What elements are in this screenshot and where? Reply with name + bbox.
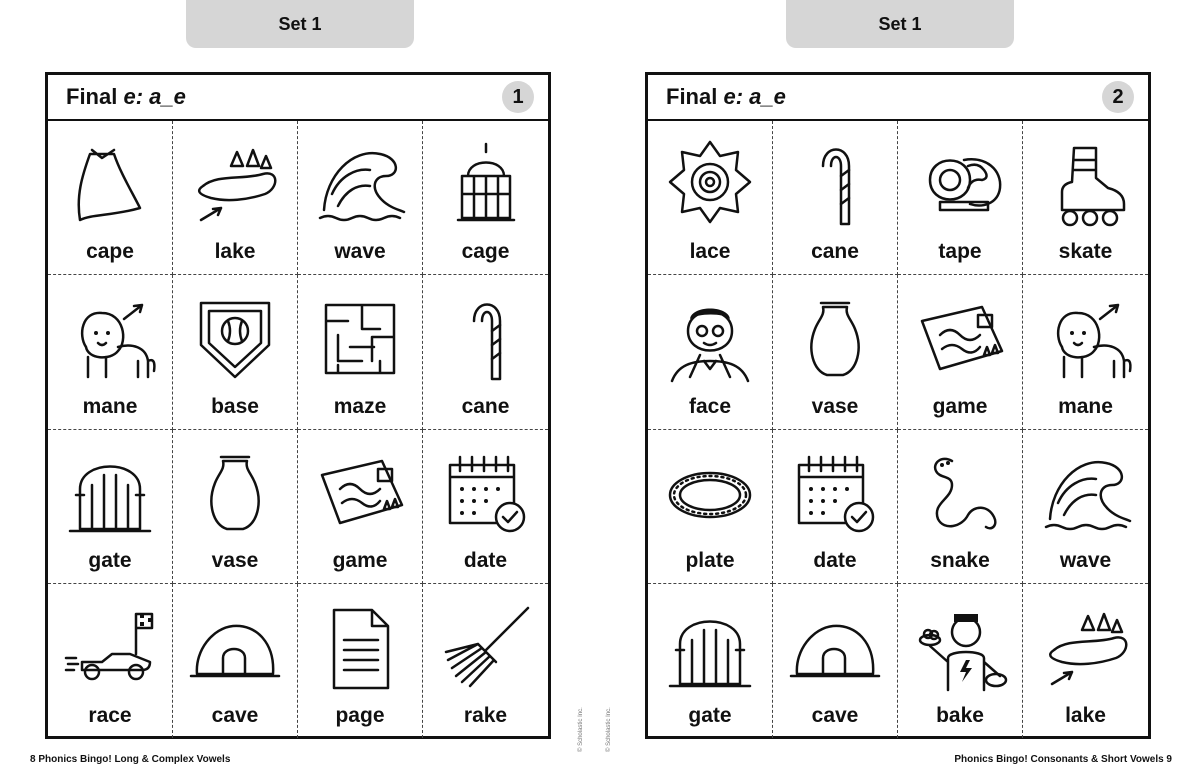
bingo-word: gate [688, 704, 732, 727]
left-card-number: 1 [502, 81, 534, 113]
bingo-word: lace [689, 240, 731, 264]
bingo-word: bake [936, 704, 984, 727]
bingo-word: gate [88, 548, 132, 572]
bingo-word: date [813, 548, 857, 572]
bingo-word: cave [811, 704, 859, 727]
baker-icon [912, 600, 1008, 696]
bingo-word: wave [1059, 548, 1112, 572]
left-bingo-cell-race [48, 584, 173, 738]
copyright-right: © Scholastic Inc. [606, 707, 612, 752]
right-bingo-cell-skate [1023, 121, 1148, 275]
right-bingo-cell-snake [898, 430, 1023, 584]
left-bingo-cell-cape [48, 121, 173, 275]
bingo-word: mane [1058, 394, 1113, 418]
tape-icon [912, 136, 1008, 232]
board-game-icon [312, 445, 408, 541]
bingo-word: face [688, 394, 732, 418]
right-bingo-cell-cave [773, 584, 898, 738]
lake-icon [1038, 600, 1134, 696]
right-bingo-cell-lake [1023, 584, 1148, 738]
left-bingo-cell-gate [48, 430, 173, 584]
right-bingo-cell-game [898, 275, 1023, 429]
right-bingo-cell-lace [648, 121, 773, 275]
left-bingo-card [45, 72, 551, 739]
bingo-word: game [932, 394, 988, 418]
right-bingo-cell-plate [648, 430, 773, 584]
left-bingo-cell-cave [173, 584, 298, 738]
left-bingo-cell-mane [48, 275, 173, 429]
cane-icon [438, 291, 534, 387]
bingo-word: lake [1065, 704, 1106, 727]
bingo-word: maze [333, 394, 387, 418]
right-bingo-cell-tape [898, 121, 1023, 275]
page-icon [312, 600, 408, 696]
left-card-header [48, 75, 548, 121]
board-game-icon [912, 291, 1008, 387]
bingo-word: vase [811, 394, 859, 418]
copyright-left: © Scholastic Inc. [578, 707, 584, 752]
lion-mane-icon [62, 291, 158, 387]
bingo-word: race [88, 704, 132, 727]
left-bingo-cell-cage [423, 121, 548, 275]
cane-icon [787, 136, 883, 232]
vase-icon [787, 291, 883, 387]
bingo-word: mane [82, 394, 138, 418]
left-bingo-cell-wave [298, 121, 423, 275]
right-card-header [648, 75, 1148, 121]
wave-icon [312, 136, 408, 232]
wave-icon [1038, 445, 1134, 541]
bingo-word: plate [685, 548, 735, 572]
bingo-word: skate [1058, 240, 1113, 264]
bingo-word: wave [334, 240, 386, 264]
left-bingo-cell-vase [173, 430, 298, 584]
plate-icon [662, 445, 758, 541]
race-car-icon [62, 600, 158, 696]
cave-icon [787, 600, 883, 696]
right-bingo-cell-date [773, 430, 898, 584]
lace-icon [662, 136, 758, 232]
right-bingo-cell-bake [898, 584, 1023, 738]
baseball-base-icon [187, 291, 283, 387]
right-bingo-card [645, 72, 1151, 739]
left-card-title: Final e: a_e [66, 84, 186, 109]
left-bingo-cell-base [173, 275, 298, 429]
bingo-word: cane [811, 240, 859, 264]
left-bingo-cell-page [298, 584, 423, 738]
bingo-word: date [463, 548, 508, 572]
face-icon [662, 291, 758, 387]
left-bingo-cell-rake [423, 584, 548, 738]
footer-left: 8 Phonics Bingo! Long & Complex Vowels [30, 754, 231, 765]
right-bingo-cell-gate [648, 584, 773, 738]
right-bingo-cell-mane [1023, 275, 1148, 429]
right-card-title: Final e: a_e [666, 84, 786, 109]
left-bingo-cell-cane [423, 275, 548, 429]
bingo-word: cane [461, 394, 510, 418]
right-set-tab: Set 1 [786, 0, 1014, 48]
left-bingo-cell-maze [298, 275, 423, 429]
gate-icon [662, 600, 758, 696]
bingo-word: tape [938, 240, 982, 264]
vase-icon [187, 445, 283, 541]
bingo-word: vase [211, 548, 259, 572]
rake-icon [438, 600, 534, 696]
bingo-word: cave [211, 704, 259, 727]
right-bingo-cell-cane [773, 121, 898, 275]
left-set-tab: Set 1 [186, 0, 414, 48]
maze-icon [312, 291, 408, 387]
calendar-icon [787, 445, 883, 541]
bingo-word: snake [930, 548, 990, 572]
lion-mane-icon [1038, 291, 1134, 387]
left-bingo-cell-lake [173, 121, 298, 275]
roller-skate-icon [1038, 136, 1134, 232]
cave-icon [187, 600, 283, 696]
snake-icon [912, 445, 1008, 541]
footer-right: Phonics Bingo! Consonants & Short Vowels 9 [954, 754, 1172, 765]
bingo-word: rake [463, 704, 508, 727]
right-bingo-cell-vase [773, 275, 898, 429]
bingo-word: cape [86, 240, 134, 264]
bingo-word: game [332, 548, 388, 572]
right-bingo-cell-face [648, 275, 773, 429]
right-card-number: 2 [1102, 81, 1134, 113]
bingo-word: page [335, 704, 385, 727]
left-bingo-cell-date [423, 430, 548, 584]
right-card-grid [648, 121, 1148, 738]
cage-icon [438, 136, 534, 232]
bingo-word: lake [214, 240, 256, 264]
calendar-icon [438, 445, 534, 541]
bingo-word: cage [461, 240, 510, 264]
gate-icon [62, 445, 158, 541]
right-bingo-cell-wave [1023, 430, 1148, 584]
lake-icon [187, 136, 283, 232]
cape-icon [62, 136, 158, 232]
left-bingo-cell-game [298, 430, 423, 584]
left-card-grid [48, 121, 548, 738]
bingo-word: base [211, 394, 259, 418]
